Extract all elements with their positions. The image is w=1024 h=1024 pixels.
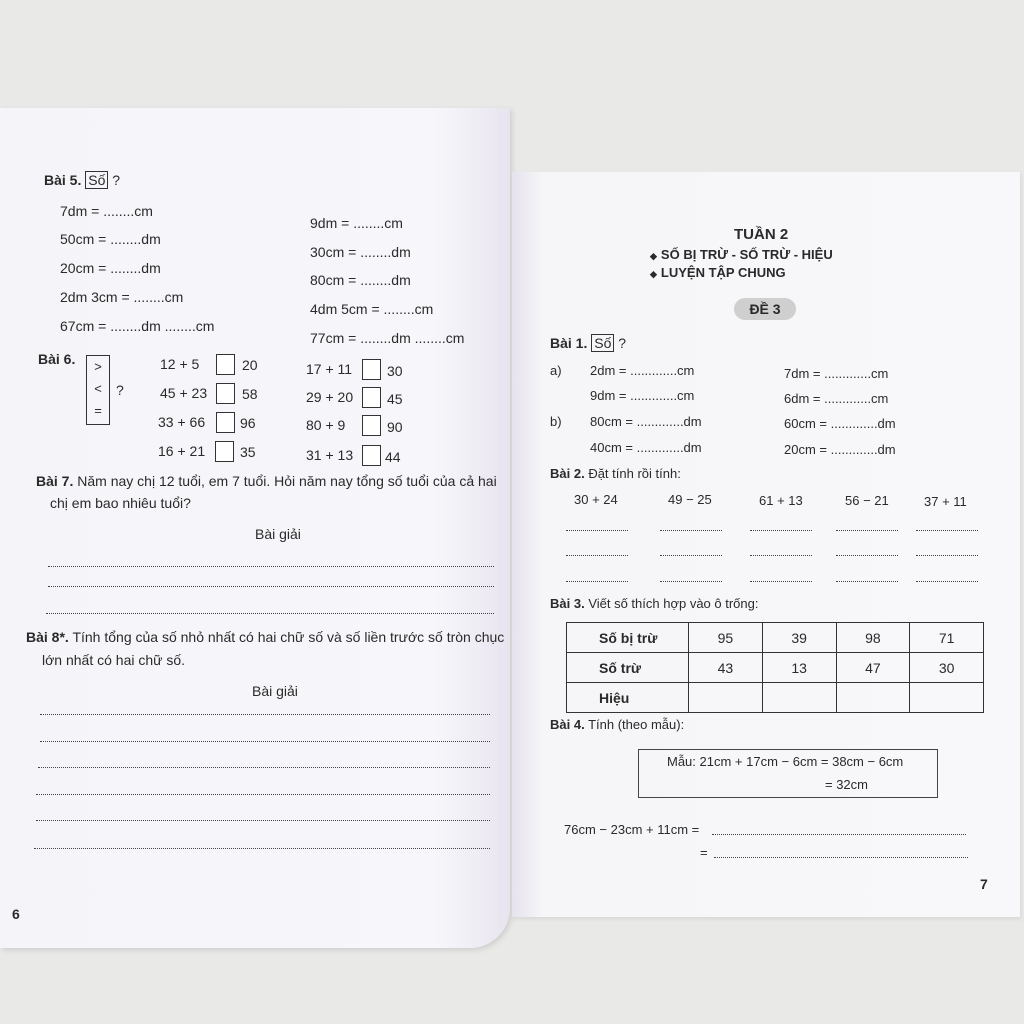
- answer-line[interactable]: [40, 714, 490, 715]
- value: 96: [240, 415, 256, 431]
- answer-square[interactable]: [362, 387, 381, 408]
- answer-square[interactable]: [362, 359, 381, 380]
- answer-line[interactable]: [46, 613, 494, 614]
- expr: 16 + 21: [158, 443, 206, 459]
- comparison-signs-box: [86, 355, 110, 425]
- work-line[interactable]: [566, 581, 628, 582]
- bai2-heading: [550, 466, 681, 481]
- bai1-item: 9dm = .............cm: [590, 388, 695, 403]
- bai5-so-box: Số: [85, 171, 108, 189]
- work-line[interactable]: [566, 530, 628, 531]
- bai3-text: Viết số thích hợp vào ô trống:: [588, 596, 759, 611]
- page-number: 6: [12, 906, 20, 922]
- right-page: [512, 172, 1020, 917]
- bai3-table: [566, 622, 984, 713]
- bai7-line1: [36, 473, 497, 489]
- table-row: [567, 653, 984, 683]
- bai1-title: Bài 1.: [550, 335, 588, 351]
- answer-line[interactable]: [34, 848, 490, 849]
- bai7-line2: chị em bao nhiêu tuổi?: [50, 495, 191, 511]
- bai6-title: Bài 6.: [38, 351, 76, 367]
- diamond-bullet-icon: ◆: [650, 251, 657, 261]
- work-line[interactable]: [750, 530, 812, 531]
- table-row: [567, 683, 984, 713]
- value: 20: [242, 357, 258, 373]
- table-cell: 30: [910, 653, 984, 683]
- answer-line[interactable]: [36, 820, 490, 821]
- bai1-heading: [550, 334, 626, 352]
- answer-square[interactable]: [216, 383, 235, 404]
- bai2-expr: 61 + 13: [759, 493, 803, 508]
- sample-line-1: Mẫu: 21cm + 17cm − 6cm = 38cm − 6cm: [667, 754, 904, 769]
- answer-line[interactable]: [40, 741, 490, 742]
- bai6-question: ?: [116, 382, 124, 398]
- table-cell: 47: [836, 653, 910, 683]
- topic-1: ◆ SỐ BỊ TRỪ - SỐ TRỪ - HIỆU: [650, 247, 833, 262]
- bai5-item: 7dm = ........cm: [60, 203, 153, 219]
- bai8-title: Bài 8*.: [26, 629, 69, 645]
- left-page: [0, 108, 510, 948]
- value: 45: [387, 391, 403, 407]
- work-line[interactable]: [836, 581, 898, 582]
- bai1-item: 60cm = .............dm: [784, 416, 896, 431]
- answer-square[interactable]: [362, 445, 381, 466]
- exam-badge: ĐỀ 3: [734, 298, 796, 320]
- week-title: TUẦN 2: [734, 226, 789, 243]
- answer-square[interactable]: [215, 441, 234, 462]
- value: 90: [387, 419, 403, 435]
- bai8-line2: lớn nhất có hai chữ số.: [42, 652, 186, 668]
- bai2-expr: 37 + 11: [924, 494, 967, 509]
- work-line[interactable]: [916, 581, 978, 582]
- bai1-item: 6dm = .............cm: [784, 391, 889, 406]
- bai5-item: 30cm = ........dm: [310, 244, 411, 260]
- bai4-equals: =: [700, 845, 708, 860]
- table-cell: 98: [836, 623, 910, 653]
- bai1-item: 2dm = .............cm: [590, 363, 695, 378]
- bai1-item: 40cm = .............dm: [590, 440, 702, 455]
- bai1-item: 20cm = .............dm: [784, 442, 896, 457]
- value: 30: [387, 363, 403, 379]
- bai1-item: 7dm = .............cm: [784, 366, 889, 381]
- answer-line[interactable]: [38, 767, 490, 768]
- bai1-item: 80cm = .............dm: [590, 414, 702, 429]
- bai4-title: Bài 4.: [550, 717, 585, 732]
- work-line[interactable]: [916, 530, 978, 531]
- expr: 12 + 5: [160, 356, 200, 372]
- bai2-title: Bài 2.: [550, 466, 585, 481]
- bai5-item: 2dm 3cm = ........cm: [60, 289, 184, 305]
- bai7-text: Năm nay chị 12 tuổi, em 7 tuổi. Hỏi năm nay tổng số tuổi của cả hai: [77, 473, 497, 489]
- answer-cell[interactable]: [910, 683, 984, 713]
- bai5-question: ?: [112, 172, 121, 188]
- bai4-text: Tính (theo mẫu):: [588, 717, 685, 732]
- table-cell: 95: [689, 623, 763, 653]
- bai7-title: Bài 7.: [36, 473, 74, 489]
- answer-square[interactable]: [362, 415, 381, 436]
- row-label: Số bị trừ: [567, 623, 689, 653]
- bai2-expr: 49 − 25: [668, 492, 712, 507]
- answer-cell[interactable]: [836, 683, 910, 713]
- table-cell: 71: [910, 623, 984, 653]
- bai5-item: 77cm = ........dm ........cm: [310, 330, 465, 346]
- expr: 31 + 13: [306, 447, 354, 463]
- topic-2: ◆ LUYỆN TẬP CHUNG: [650, 265, 786, 280]
- expr: 29 + 20: [306, 389, 354, 405]
- bai3-heading: [550, 596, 758, 611]
- bai7-solution-label: Bài giải: [255, 526, 301, 542]
- work-line[interactable]: [660, 530, 722, 531]
- table-cell: 13: [762, 653, 836, 683]
- expr: 80 + 9: [306, 417, 346, 433]
- work-line[interactable]: [660, 555, 722, 556]
- bai5-item: 20cm = ........dm: [60, 260, 161, 276]
- answer-square[interactable]: [216, 354, 235, 375]
- bai2-expr: 30 + 24: [574, 492, 618, 507]
- value: 58: [242, 386, 258, 402]
- bai5-heading: [44, 171, 120, 189]
- expr: 33 + 66: [158, 414, 206, 430]
- expr: 45 + 23: [160, 385, 208, 401]
- table-cell: 39: [762, 623, 836, 653]
- bai8-line1: [26, 629, 504, 645]
- part-b-label: b): [550, 414, 562, 429]
- bai3-title: Bài 3.: [550, 596, 585, 611]
- bai5-item: 4dm 5cm = ........cm: [310, 301, 434, 317]
- work-line[interactable]: [836, 555, 898, 556]
- table-row: [567, 623, 984, 653]
- bai5-title: Bài 5.: [44, 172, 82, 188]
- row-label: Số trừ: [567, 653, 689, 683]
- page-number: 7: [980, 876, 988, 892]
- bai2-expr: 56 − 21: [845, 493, 889, 508]
- bai5-item: 50cm = ........dm: [60, 231, 161, 247]
- sample-box: [638, 749, 938, 798]
- bai1-question: ?: [618, 335, 627, 351]
- sign-greater: >: [94, 359, 102, 374]
- answer-line[interactable]: [36, 794, 490, 795]
- expr: 17 + 11: [306, 361, 353, 377]
- bai5-item: 67cm = ........dm ........cm: [60, 318, 215, 334]
- bai4-task: 76cm − 23cm + 11cm =: [564, 822, 700, 837]
- row-label: Hiệu: [567, 683, 689, 713]
- answer-line[interactable]: [714, 857, 968, 858]
- answer-line[interactable]: [48, 586, 494, 587]
- answer-line[interactable]: [712, 834, 966, 835]
- answer-square[interactable]: [216, 412, 235, 433]
- work-line[interactable]: [750, 555, 812, 556]
- bai1-so-box: Số: [591, 334, 614, 352]
- answer-cell[interactable]: [762, 683, 836, 713]
- work-line[interactable]: [836, 530, 898, 531]
- answer-cell[interactable]: [689, 683, 763, 713]
- work-line[interactable]: [916, 555, 978, 556]
- bai5-item: 80cm = ........dm: [310, 272, 411, 288]
- sign-equal: =: [94, 403, 102, 418]
- work-line[interactable]: [750, 581, 812, 582]
- sample-line-2: = 32cm: [825, 777, 868, 792]
- value: 35: [240, 444, 256, 460]
- part-a-label: a): [550, 363, 562, 378]
- diamond-bullet-icon: ◆: [650, 269, 657, 279]
- value: 44: [385, 449, 401, 465]
- bai8-solution-label: Bài giải: [252, 683, 298, 699]
- answer-line[interactable]: [48, 566, 494, 567]
- bai5-item: 9dm = ........cm: [310, 215, 403, 231]
- work-line[interactable]: [660, 581, 722, 582]
- bai8-text: Tính tổng của số nhỏ nhất có hai chữ số và số liền trước số tròn chục: [72, 629, 505, 645]
- table-cell: 43: [689, 653, 763, 683]
- bai2-text: Đặt tính rồi tính:: [588, 466, 681, 481]
- work-line[interactable]: [566, 555, 628, 556]
- sign-less: <: [94, 381, 102, 396]
- bai4-heading: [550, 717, 684, 732]
